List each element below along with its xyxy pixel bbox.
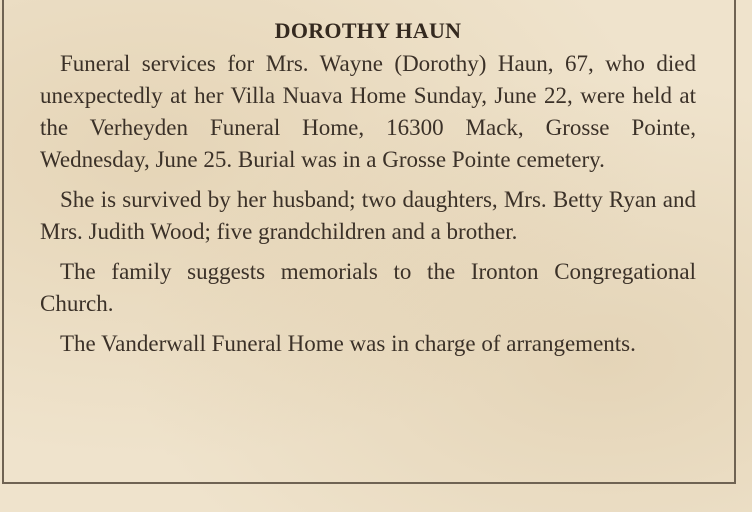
- paragraph-memorials: The family suggests memorials to the Ironton Congregational Church.: [40, 259, 696, 316]
- obituary-headline: DOROTHY HAUN: [274, 18, 462, 43]
- paragraph-funeral-services: Funeral services for Mrs. Wayne (Dorothy) Haun, 67, who died unexpectedly at her Villa Nuava Home Sunday, June 22, were held at the Verheyden Funeral Home, 16300 Mack, Grosse Pointe, Wednesday, June 25. Burial was in a Grosse Pointe cemetery.: [40, 51, 696, 172]
- paragraph-survivors: She is survived by her husband; two daughters, Mrs. Betty Ryan and Mrs. Judith Wood; five grandchildren and a brother.: [40, 187, 696, 244]
- obituary-article: [40, 16, 696, 368]
- paragraph-arrangements: The Vanderwall Funeral Home was in charge of arrangements.: [60, 331, 636, 356]
